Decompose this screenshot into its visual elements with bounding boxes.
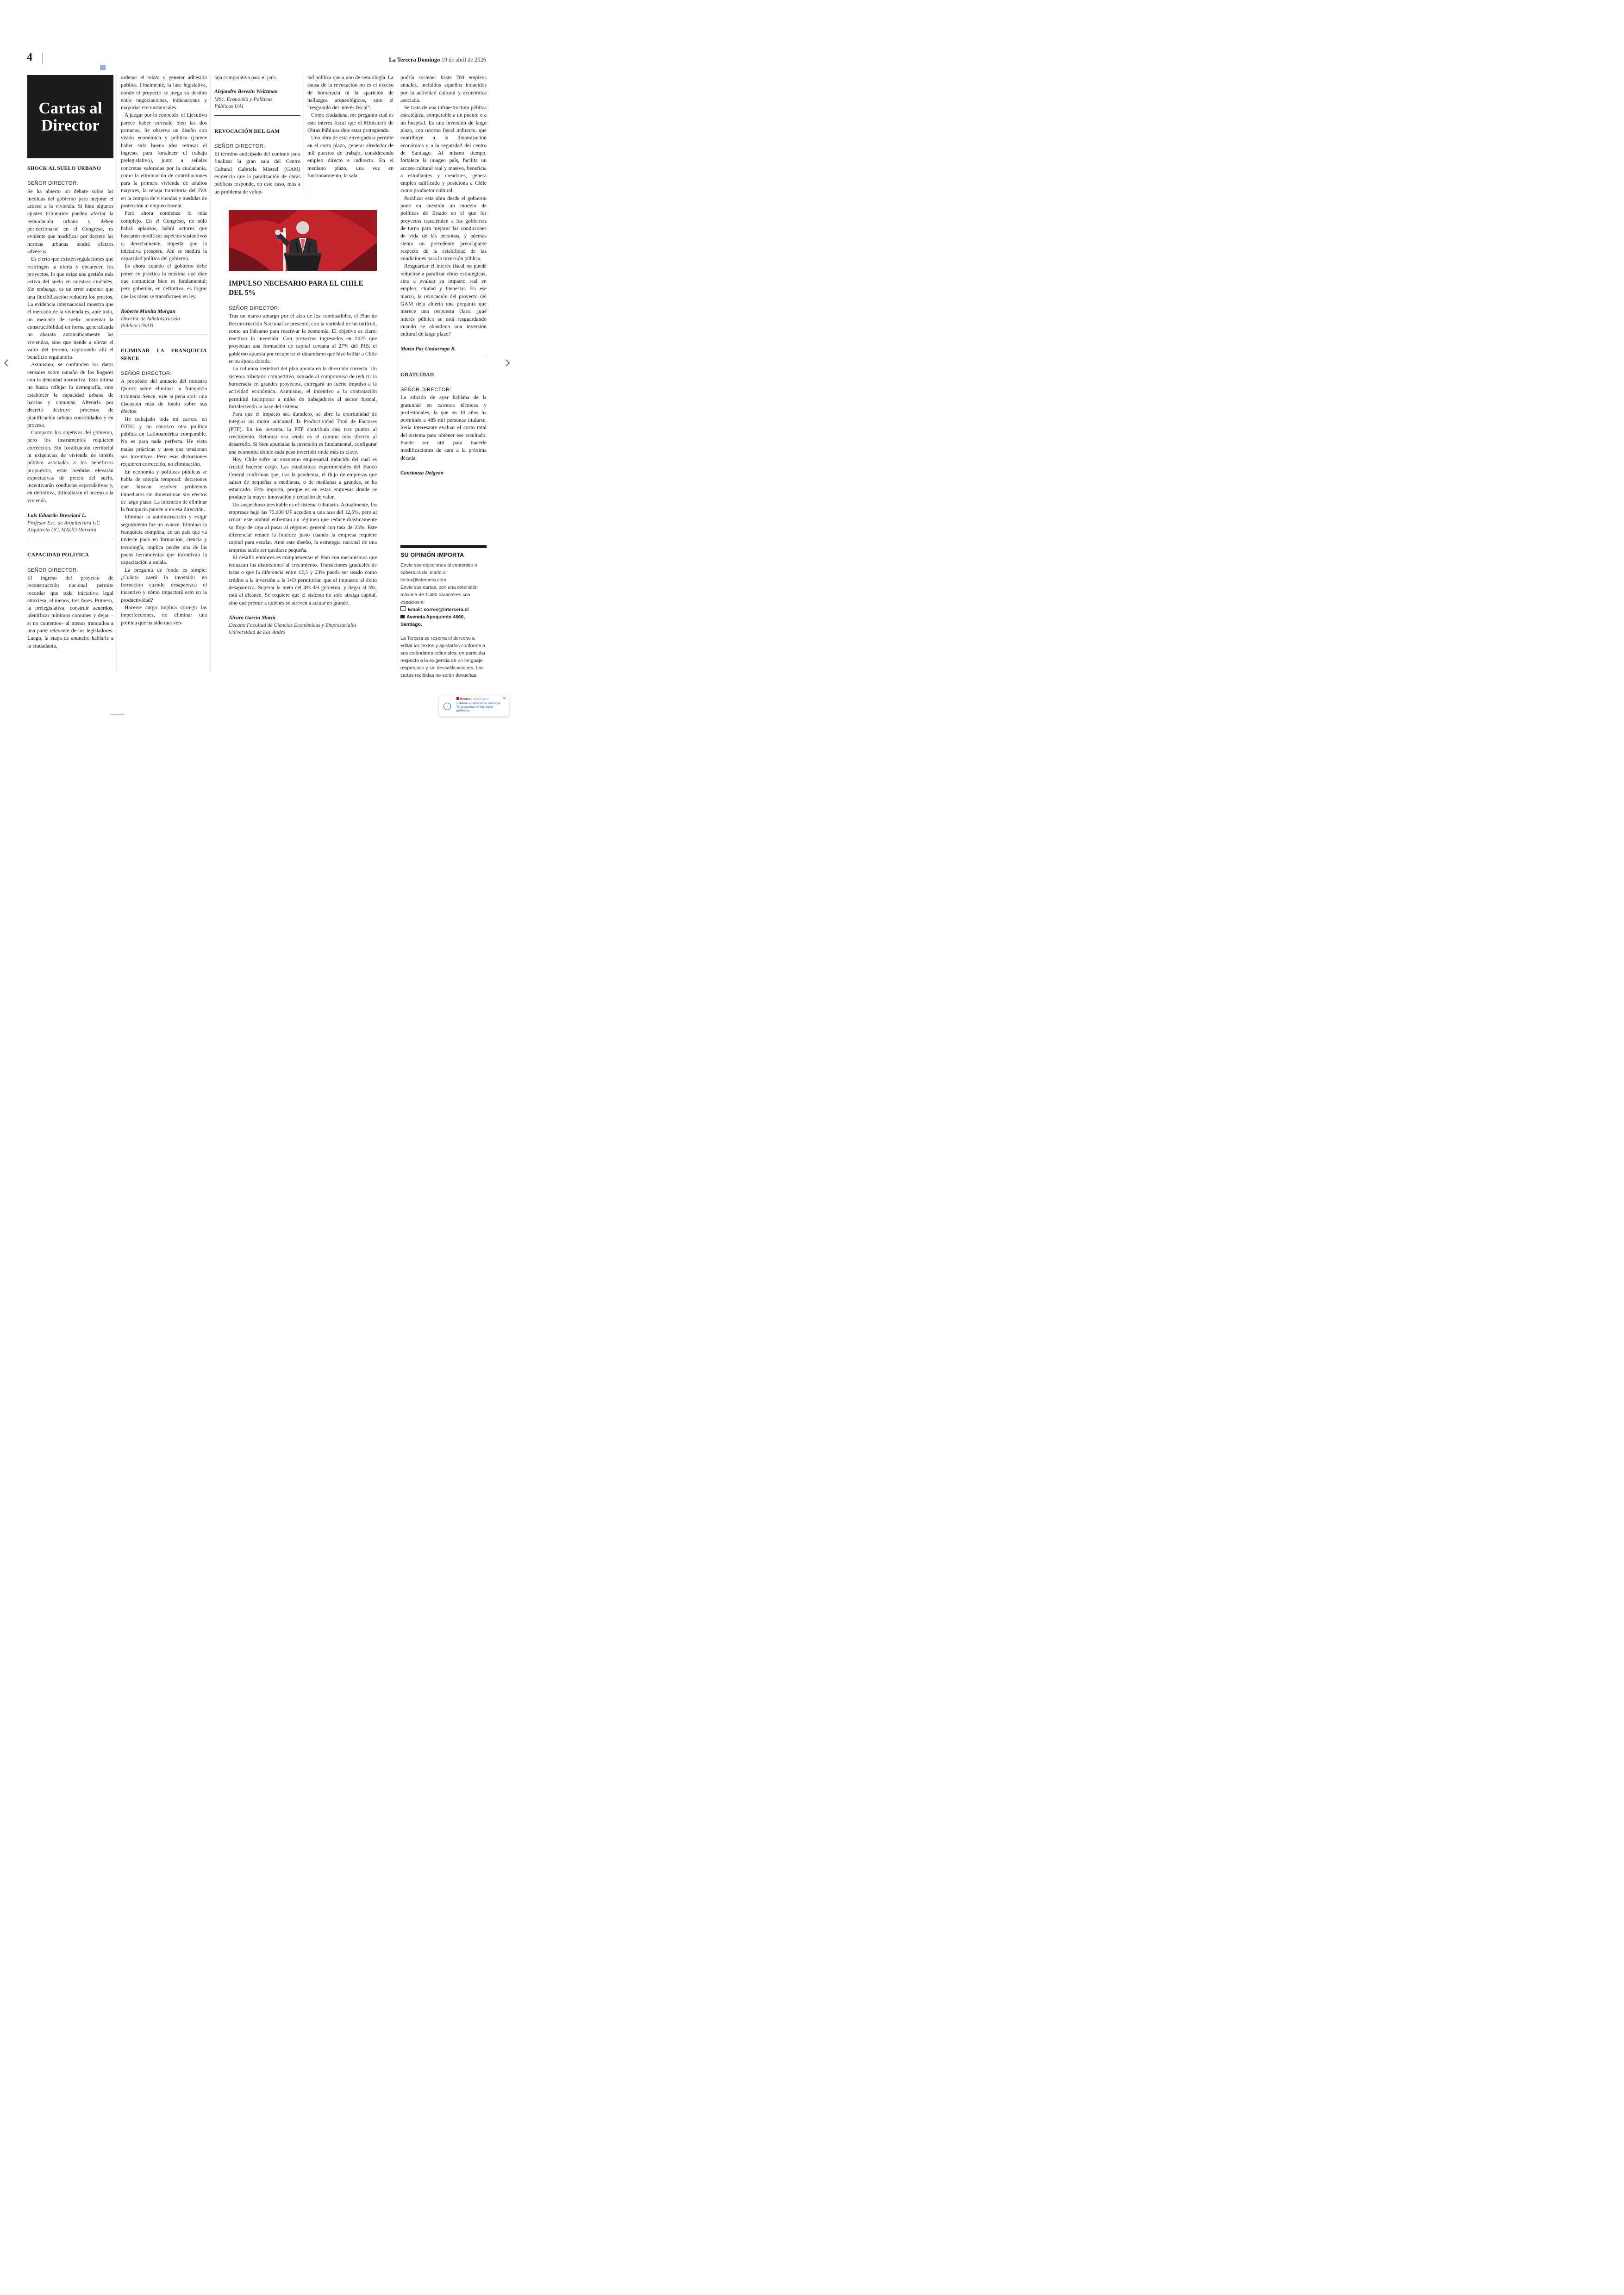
- newspaper-page: [0, 0, 513, 725]
- letter-signature: Roberto Munita Morgan: [121, 308, 175, 314]
- salutation: SEÑOR DIRECTOR:: [214, 143, 265, 149]
- letter-sence-cont: [214, 74, 300, 196]
- letter-signature-role: Director de Administración: [121, 316, 180, 322]
- letter-paragraph: Hoy, Chile sufre un enanismo empresarial inducido del cual es crucial hacerse cargo. Las estadísticas experimentales del Banco Central confirman que, tras la pandemia, el flujo de empresas que saltan de pequeñas a medianas, o de medianas a grandes, se ha estancado. Esto importa, porque es en estas empresas donde se produce la mayor innovación y creación de valor.: [229, 456, 377, 500]
- mcafee-shield-icon: [456, 697, 459, 700]
- article-photo: [229, 210, 377, 271]
- opinion-box-text: Envíe sus objeciones al contenido o cobertura del diario a lector@latercera.com: [400, 563, 477, 583]
- chevron-left-icon: [2, 358, 11, 368]
- letter-paragraph: Se trata de una infraestructura pública estratégica, comparable a un puente o a un hospital. Es una inversión de largo plazo, con retorno fiscal indirecto, que contribuye a la dinamización económica y a la seguridad del centro de Santiago. Al mismo tiempo, fortalece la imagen país, facilita un acceso cultural real y masivo, beneficia a estudiantes y creadores, genera empleo calificado y posiciona a Chile como productor cultural.: [400, 105, 487, 194]
- president-podium-illustration: [229, 210, 377, 271]
- letter-signature: María Paz Undurraga R.: [400, 346, 456, 352]
- opinion-box-disclaimer: La Tercera se reserva el derecho a editar los textos y ajustarlos conforme a sus estándares editoriales, en particular respecto a la exigencia de un lenguaje respetuoso y sin descalificaciones. Las cartas recibidas no serán devueltas.: [400, 636, 486, 678]
- letter-signature-role: Arquitecto UC, MAUD Harvard: [27, 527, 97, 533]
- letter-paragraph: Hacerse cargo implica corregir las imperfecciones, no eliminar una política que ha sido una ven-: [121, 605, 207, 626]
- letter-signature-role: Pública UNAB: [121, 323, 153, 329]
- letter-paragraph: El ingreso del proyecto de reconstrucción nacional permite recordar que toda iniciativa legal atraviesa, al menos, tres fases. Primero, la prelegislativa: construir acuerdos, identificar mínimos comunes y dejar –si no contentos– al menos tranquilos a una parte relevante de los legisladores. Luego, la etapa de anuncio: hablarle a la ciudadanía,: [27, 574, 113, 649]
- letter-paragraph: Como ciudadana, me pregunto cuál es este interés fiscal que el Ministerio de Obras Públicas dice estar protegiendo.: [307, 112, 394, 134]
- salutation: SEÑOR DIRECTOR:: [27, 181, 78, 187]
- bookmark-icon[interactable]: [100, 65, 106, 70]
- letter-paragraph: La edición de ayer hablaba de la gratuidad en carreras técnicas y profesionales, la que en 10 años ha permitido a 485 mil personas titularse. Sería interesante evaluar el costo total del sistema para obtener ese resultado. Puede ser útil para hacerle modificaciones de cara a la próxima década.: [400, 394, 487, 461]
- letter-gam-end: [400, 74, 487, 477]
- postal-address: Avenida Apoquindo 4660, Santiago.: [400, 615, 465, 627]
- letter-impulso: [229, 305, 377, 636]
- letter-paragraph: tad política que a uno de semiología. La causa de la revocación no es el exceso de burocracia ni la aparición de hallazgos arqueológicos, sino el “resguardo del interés fiscal”.: [307, 75, 394, 111]
- article-title: IMPULSO NECESARIO PARA EL CHILE DEL 5%: [229, 280, 363, 297]
- letter-paragraph: El término anticipado del contrato para finalizar la gran sala del Centro Cultural Gabriela Mistral (GAM) evidencia que la paralización de obras públicas responde, en este caso, más a un problema de volun-: [214, 151, 300, 195]
- letter-paragraph: Una obra de esta envergadura permite en el corto plazo, generar alrededor de mil puestos de trabajo, considerando empleo directo e indirecto. En el mediano plazo, una vez en funcionamiento, la sala: [307, 135, 394, 179]
- salutation: SEÑOR DIRECTOR:: [229, 306, 280, 311]
- letter-signature: Alejandro Berezin Weitzman: [214, 88, 278, 95]
- salutation: SEÑOR DIRECTOR:: [121, 370, 172, 376]
- letter-paragraph: Asimismo, se confunden los datos censales sobre tamaño de los hogares con la densidad normativa. Esta última no busca reflejar la demografía, sino establecer la capacidad urbana de barrios y comunas. Alterarla por decreto destruye procesos de planificación urbana consolidados y en proceso.: [27, 362, 113, 428]
- publication-date: 19 de abril de 2026: [441, 56, 486, 63]
- header-publication: [389, 56, 486, 63]
- page-number: 4: [27, 51, 32, 63]
- email-contact[interactable]: Email: correo@latercera.cl: [408, 607, 469, 612]
- opinion-box-title: SU OPINIÓN IMPORTA: [400, 552, 464, 558]
- opinion-box-top-rule: [400, 545, 487, 548]
- section-title-line2: Director: [41, 116, 100, 134]
- envelope-icon: [400, 606, 406, 611]
- letter-paragraph: podría sostener hasta 700 empleos anuales, incluidos aquellos inducidos por la actividad cultural y económica asociada.: [400, 75, 487, 103]
- mail-icon: [400, 615, 405, 618]
- letter-paragraph: En economía y políticas públicas se habla de miopía temporal: decisiones que buscan resolver problemas inmediatos sin dimensionar sus efectos de largo plazo. La intención de eliminar la franquicia parece ir en esa dirección.: [121, 468, 207, 513]
- letter-paragraph: La columna vertebral del plan apunta en la dirección correcta. Un sistema tributario competitivo, sumado al compromiso de reducir la burocracia en grandes proyectos, entregará un fuerte impulso a la actividad económica. Asimismo, el incentivo a la contratación permitirá incorporar a miles de trabajadores al sector formal, fortaleciendo la base del sistema.: [229, 366, 377, 410]
- letter-title: CAPACIDAD POLÍTICA: [27, 552, 89, 558]
- chevron-right-icon: [503, 358, 512, 368]
- letter-paragraph: taja comparativa para el país.: [214, 75, 277, 81]
- next-page-arrow[interactable]: [503, 358, 512, 368]
- opinion-box-address: [400, 614, 487, 629]
- letter-paragraph: Eliminar la autoinstrucción y exigir seguimiento fue un avance. Eliminar la franquicia completa, en un país que ya invierte poco en formación, ciencia y tecnología, implica perder una de las pocas herramientas que incentivan la capacitación a escala.: [121, 514, 207, 566]
- letter-signature-role: Universidad de Los Andes: [229, 629, 285, 636]
- notification-brand: McAfee: [460, 698, 471, 701]
- letter-paragraph: Es cierto que existen regulaciones que restringen la oferta y encarecen los proyectos, lo que exige una gestión más activa del suelo en nuestras ciudades. Sin embargo, es un error suponer que una flexibilización reducirá los precios. La evidencia internacional muestra que el mercado de la vivienda es, ante todo, un mercado de suelo: aumentar la constructibilidad en forma generalizada no abarata automáticamente las viviendas, sino que tiende a elevar el valor del terreno, capturando allí el beneficio regulatorio.: [27, 256, 113, 361]
- letter-capacidad-cont: [121, 74, 207, 627]
- notification-brand-row: McAfee | WebAdvisor: [456, 697, 489, 701]
- letter-title: SHOCK AL SUELO URBANO: [27, 165, 101, 171]
- notification-message: Estamos analizando tu descarga. Te avisaremos si hay algún problema.: [456, 702, 501, 712]
- section-title-line1: Cartas al: [38, 99, 102, 117]
- opinion-box-email: [400, 606, 487, 614]
- letter-paragraph: Comparto los objetivos del gobierno, pero los instrumentos requieren corrección. Sin focalización territorial ni exigencias de vivienda de interés público asociadas a los beneficios propuestos, estas medidas elevarán expectativas de precio del suelo, incentivarán conductas especulativas y, en definitiva, dificultarán el acceso a la vivienda.: [27, 430, 113, 504]
- letter-title: GRATUIDAD: [400, 371, 434, 378]
- close-icon[interactable]: ✕: [503, 696, 506, 700]
- publication-name: La Tercera Domingo: [389, 56, 440, 63]
- letter-paragraph: Se ha abierto un debate sobre las medidas del gobierno para mejorar el acceso a la vivienda. Si bien algunos ajustes tributarios pueden afectar la recaudación urbana y deben perfeccionarse en el Congreso, es evidente que modificar por decreto las normas urbanas tendrá efectos adversos.: [27, 188, 113, 255]
- letter-paragraph: Es ahora cuando el gobierno debe poner en práctica la máxima que dice que comunicar bien es fundamental; pero gobernar, en definitiva, es lograr que las ideas se transformen en ley.: [121, 263, 207, 299]
- letter-signature: Constanza Delgeon: [400, 469, 444, 476]
- salutation: SEÑOR DIRECTOR:: [27, 567, 78, 573]
- letter-signature: Álvaro García Marín: [229, 614, 276, 621]
- letter-signature-role: Decano Facultad de Ciencias Económicas y Empresariales: [229, 622, 356, 629]
- opinion-box: [400, 545, 487, 680]
- letter-signature-role: MSc. Economía y Políticas: [214, 96, 273, 102]
- letter-paragraph: Tras un marzo amargo por el alza de los combustibles, el Plan de Reconstrucción Nacional se presentó, con la variedad de un tutifruti, como un bálsamo para reactivar la economía. El objetivo es claro: reactivar la inversión. Con proyectos ingresados en 2025 que proyectan una formación de capital cercana al 27% del PIB, el gobierno apuesta por recuperar el dinamismo que hizo brillar a Chile en su época dorada.: [229, 313, 377, 365]
- letter-signature-role: Públicas UAI: [214, 103, 244, 109]
- letter-title: REVOCACIÓN DEL GAM: [214, 128, 280, 134]
- letter-paragraph: Para que el impacto sea duradero, se abre la oportunidad de integrar un motor adicional: la Productividad Total de Factores (PTF). En los noventa, la PTF contribuía casi tres puntos al crecimiento. Retomar esa senda es el camino más directo al desarrollo. Si bien apuntalar la inversión es fundamental, configurar una economía donde cada peso invertido rinda más es clave.: [229, 411, 377, 455]
- letter-gam-cont: [307, 74, 394, 180]
- letter-paragraph: Resguardar el interés fiscal no puede reducirse a paralizar obras estratégicas, sino a evaluar su impacto real en empleo, ciudad y bienestar. En ese marco, la revocación del proyecto del GAM deja abierta una pregunta que merece una respuesta clara: ¿qué interés público se está resguardando cuando se abandona una inversión cultural de largo plazo?: [400, 263, 487, 337]
- letter-paragraph: El desafío entonces es complementar el Plan con mecanismos que reduzcan las distorsiones al crecimiento. Transiciones graduales de tasas o que la diferencia entre 12,5 y 23% pueda ser usado como crédito a la inversión a la I+D permitirían que el impuesto al éxito desaparezca. Superar la meta del 4% del gobierno, y llegar al 5%, está al alcance. Se requiere que el sistema no solo atraiga capital, sino que premie a quienes se atreven a actuar en grande.: [229, 554, 377, 606]
- letter-paragraph: Un sospechoso inevitable es el sistema tributario. Actualmente, las empresas bajo las 75.000 UF acceden a una tasa del 12,5%, pero al cruzar este umbral enfrentan un régimen que reduce drásticamente su flujo de caja al pasar al régimen general con tasa de 23%. Este diferencial reduce la liquidez justo cuando la empresa requiere capital para escalar. Ante este diseño, la estrategia racional de una empresa suele ser quedarse pequeña.: [229, 501, 377, 553]
- letter-title: ELIMINAR LA FRANQUICIA SENCE: [121, 348, 207, 362]
- letter-shock: [27, 165, 113, 650]
- download-icon: ↓: [443, 703, 451, 710]
- salutation: SEÑOR DIRECTOR:: [400, 387, 451, 393]
- letter-divider: [214, 115, 300, 116]
- letter-signature: Luis Eduardo Bresciani L.: [27, 512, 87, 519]
- letter-paragraph: Pero ahora comienza lo más complejo. En el Congreso, no sólo habrá aplausos, habrá actores que buscarán modificar aspectos sustantivos o, derechamente, impedir que la iniciativa prospere. Ahí se medirá la capacidad política del gobierno.: [121, 210, 207, 262]
- letter-paragraph: Paralizar esta obra desde el gobierno pone en cuestión un modelo de políticas de Estado en el que los proyectos trascienden a los gobiernos de turno para mejorar las condiciones de vida de las personas, y además sienta un precedente preocupante respecto de la estabilidad de las condiciones para la inversión pública.: [400, 195, 487, 262]
- previous-page-arrow[interactable]: [2, 358, 11, 368]
- letter-paragraph: He trabajado toda mi carrera en OTEC y no conozco otra política pública en Latinoamérica comparable. No es para nada perfecta. He visto malas prácticas y usos que tensionan sus incentivos. Pero esas distorsiones requieren corrección, no eliminación.: [121, 416, 207, 468]
- notification-product: WebAdvisor: [473, 698, 489, 701]
- letter-paragraph: A juzgar por lo conocido, el Ejecutivo parece haber sorteado bien las dos primeras. Se observa un diseño con visión económica y política (parece haber sido buena idea retrasar el ingreso, para fortalecer el trabajo prelegislativo), junto a señales concretas valoradas por la ciudadanía, como la eliminación de contribuciones para la primera vivienda de adultos mayores, la rebaja transitoria del IVA en la compra de viviendas y medidas de protección al empleo formal.: [121, 112, 207, 209]
- letter-paragraph: A propósito del anuncio del ministro Quiroz sobre eliminar la franquicia tributaria Sence, vale la pena abrir una discusión más de fondo sobre sus efectos.: [121, 378, 207, 415]
- section-title-block: [27, 75, 113, 158]
- letter-paragraph: La pregunta de fondo es simple: ¿Cuánto caerá la inversión en formación cuando desaparezca el incentivo y cómo impactará esto en la productividad?: [121, 567, 207, 603]
- letter-paragraph: ordenar el relato y generar adhesión pública. Finalmente, la fase legislativa, donde el proyecto se juega su destino entre negociaciones, indicaciones y mayorías circunstanciales.: [121, 75, 207, 111]
- download-notification[interactable]: [439, 695, 509, 717]
- opinion-box-text: Envíe sus cartas, con una extensión máxima de 1.400 caracteres con espacios a:: [400, 585, 478, 605]
- page-scrollbar[interactable]: [110, 714, 124, 715]
- letter-signature-role: Profesor Esc. de Arquitectura UC: [27, 520, 100, 526]
